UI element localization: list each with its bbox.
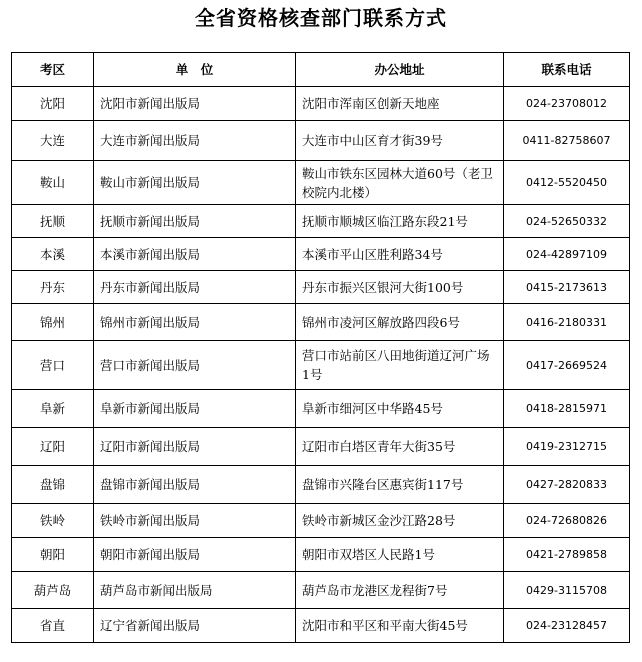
- address-cell: 辽阳市白塔区青年大街35号: [296, 428, 504, 466]
- address-cell: 丹东市振兴区银河大街100号: [296, 271, 504, 304]
- table-body: [12, 87, 630, 643]
- table-row: [12, 504, 630, 538]
- address-cell: 营口市站前区八田地街道辽河广场1号: [296, 341, 504, 390]
- table-row: [12, 121, 630, 161]
- region-cell: 朝阳: [12, 538, 94, 572]
- header-address: 办公地址: [296, 53, 504, 87]
- region-cell: 省直: [12, 609, 94, 643]
- unit-cell: 盘锦市新闻出版局: [94, 466, 296, 504]
- unit-cell: 葫芦岛市新闻出版局: [94, 572, 296, 609]
- region-cell: 沈阳: [12, 87, 94, 121]
- address-cell: 沈阳市和平区和平南大街45号: [296, 609, 504, 643]
- phone-cell: 0419-2312715: [504, 428, 630, 466]
- region-cell: 铁岭: [12, 504, 94, 538]
- table-row: [12, 304, 630, 341]
- unit-cell: 本溪市新闻出版局: [94, 238, 296, 271]
- unit-cell: 鞍山市新闻出版局: [94, 161, 296, 205]
- table-row: [12, 161, 630, 205]
- phone-cell: 0429-3115708: [504, 572, 630, 609]
- address-cell: 本溪市平山区胜利路34号: [296, 238, 504, 271]
- table-header-row: [12, 53, 630, 87]
- region-cell: 丹东: [12, 271, 94, 304]
- unit-cell: 辽宁省新闻出版局: [94, 609, 296, 643]
- table-row: [12, 538, 630, 572]
- region-cell: 锦州: [12, 304, 94, 341]
- phone-cell: 0416-2180331: [504, 304, 630, 341]
- phone-cell: 024-72680826: [504, 504, 630, 538]
- unit-cell: 抚顺市新闻出版局: [94, 205, 296, 238]
- phone-cell: 0421-2789858: [504, 538, 630, 572]
- phone-cell: 0415-2173613: [504, 271, 630, 304]
- address-cell: 铁岭市新城区金沙江路28号: [296, 504, 504, 538]
- unit-cell: 朝阳市新闻出版局: [94, 538, 296, 572]
- phone-cell: 0427-2820833: [504, 466, 630, 504]
- table-row: [12, 390, 630, 428]
- region-cell: 鞍山: [12, 161, 94, 205]
- address-cell: 抚顺市顺城区临江路东段21号: [296, 205, 504, 238]
- address-cell: 葫芦岛市龙港区龙程街7号: [296, 572, 504, 609]
- table-row: [12, 271, 630, 304]
- table-row: [12, 341, 630, 390]
- unit-cell: 大连市新闻出版局: [94, 121, 296, 161]
- address-cell: 沈阳市浑南区创新天地座: [296, 87, 504, 121]
- header-region: 考区: [12, 53, 94, 87]
- region-cell: 辽阳: [12, 428, 94, 466]
- phone-cell: 0411-82758607: [504, 121, 630, 161]
- unit-cell: 铁岭市新闻出版局: [94, 504, 296, 538]
- region-cell: 大连: [12, 121, 94, 161]
- region-cell: 盘锦: [12, 466, 94, 504]
- unit-cell: 沈阳市新闻出版局: [94, 87, 296, 121]
- phone-cell: 024-23708012: [504, 87, 630, 121]
- region-cell: 营口: [12, 341, 94, 390]
- phone-cell: 0417-2669524: [504, 341, 630, 390]
- unit-cell: 丹东市新闻出版局: [94, 271, 296, 304]
- table-row: [12, 205, 630, 238]
- region-cell: 抚顺: [12, 205, 94, 238]
- phone-cell: 0418-2815971: [504, 390, 630, 428]
- phone-cell: 0412-5520450: [504, 161, 630, 205]
- address-cell: 阜新市细河区中华路45号: [296, 390, 504, 428]
- table-row: [12, 609, 630, 643]
- header-unit: 单 位: [94, 53, 296, 87]
- page-title: 全省资格核查部门联系方式: [195, 6, 447, 30]
- unit-cell: 营口市新闻出版局: [94, 341, 296, 390]
- header-phone: 联系电话: [504, 53, 630, 87]
- region-cell: 葫芦岛: [12, 572, 94, 609]
- table-row: [12, 428, 630, 466]
- table-row: [12, 572, 630, 609]
- table-row: [12, 87, 630, 121]
- unit-cell: 辽阳市新闻出版局: [94, 428, 296, 466]
- address-cell: 鞍山市铁东区园林大道60号（老卫校院内北楼）: [296, 161, 504, 205]
- address-cell: 锦州市凌河区解放路四段6号: [296, 304, 504, 341]
- table-row: [12, 466, 630, 504]
- unit-cell: 阜新市新闻出版局: [94, 390, 296, 428]
- phone-cell: 024-23128457: [504, 609, 630, 643]
- address-cell: 盘锦市兴隆台区惠宾街117号: [296, 466, 504, 504]
- region-cell: 本溪: [12, 238, 94, 271]
- unit-cell: 锦州市新闻出版局: [94, 304, 296, 341]
- table-row: [12, 238, 630, 271]
- region-cell: 阜新: [12, 390, 94, 428]
- phone-cell: 024-52650332: [504, 205, 630, 238]
- phone-cell: 024-42897109: [504, 238, 630, 271]
- contacts-table: [11, 52, 630, 643]
- address-cell: 大连市中山区育才街39号: [296, 121, 504, 161]
- address-cell: 朝阳市双塔区人民路1号: [296, 538, 504, 572]
